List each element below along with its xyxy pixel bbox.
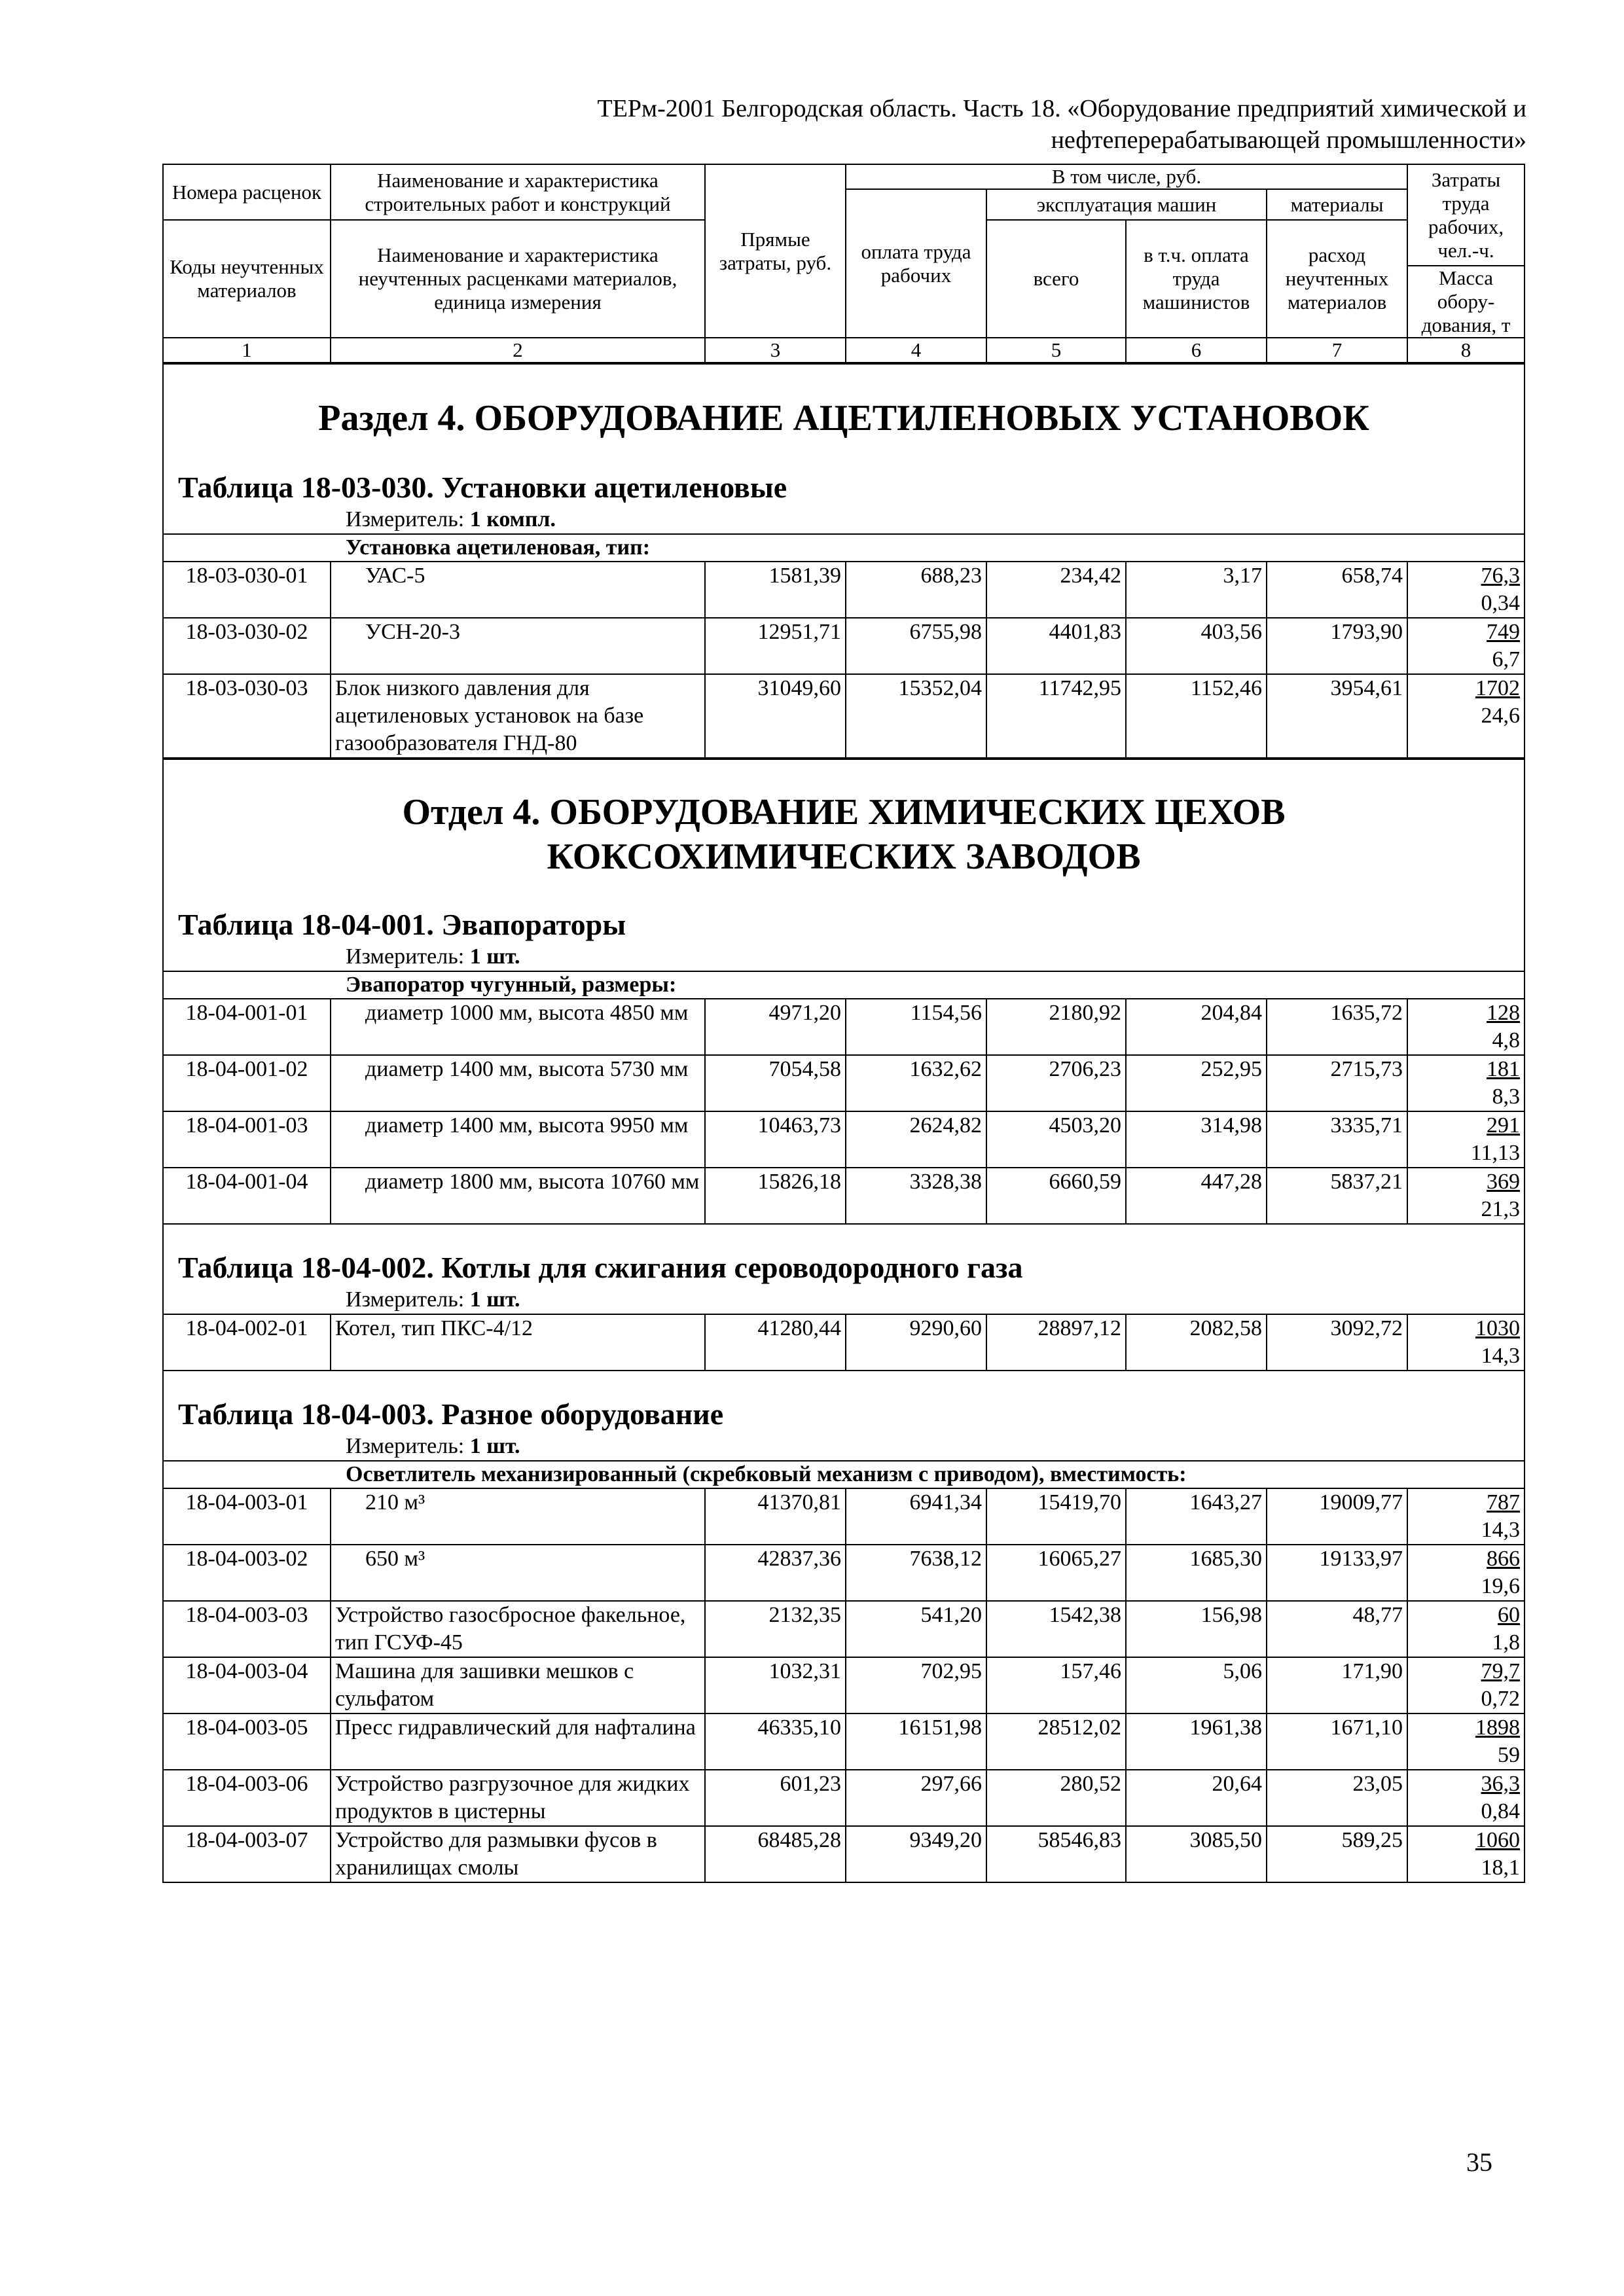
rate-name: диаметр 1400 мм, высота 5730 мм: [331, 1055, 705, 1111]
section-row: [163, 364, 1525, 467]
column-numbers-row: [163, 338, 1525, 363]
value-v4: 9290,60: [846, 1314, 986, 1371]
rate-name: Устройство для размывки фусов в хранилищах смолы: [331, 1826, 705, 1882]
table-row: [163, 674, 1525, 758]
table-title-row: [163, 1225, 1525, 1314]
table-title: Таблица 18-04-001. Эвапораторы: [178, 908, 626, 941]
value-v7: 1635,72: [1267, 999, 1407, 1055]
labor-cost: 76,3: [1481, 564, 1521, 588]
rate-name: 650 м³: [331, 1545, 705, 1601]
rate-name: Устройство разгрузочное для жидких продуктов в цистерны: [331, 1770, 705, 1826]
value-v3: 46335,10: [705, 1713, 846, 1770]
included-header: В том числе, руб.: [846, 164, 1407, 189]
rate-name: УСН-20-3: [331, 618, 705, 674]
measure-line: [164, 1433, 1524, 1460]
labor-cost: 291: [1487, 1113, 1521, 1138]
equipment-mass: 59: [1498, 1743, 1521, 1767]
col5-header: всего: [986, 220, 1126, 338]
labor-mass-cell: [1407, 1168, 1525, 1224]
rate-code: 18-04-001-02: [163, 1055, 331, 1111]
value-v5: 2706,23: [986, 1055, 1126, 1111]
value-v3: 2132,35: [705, 1601, 846, 1657]
value-v5: 15419,70: [986, 1488, 1126, 1545]
measure-line: [164, 1286, 1524, 1314]
labor-cost: 866: [1487, 1547, 1521, 1571]
value-v3: 41280,44: [705, 1314, 846, 1371]
value-v6: 3,17: [1126, 562, 1267, 618]
value-v6: 1961,38: [1126, 1713, 1267, 1770]
value-v6: 1643,27: [1126, 1488, 1267, 1545]
labor-mass-cell: [1407, 999, 1525, 1055]
equipment-mass: 8,3: [1492, 1085, 1521, 1109]
rate-code: 18-03-030-02: [163, 618, 331, 674]
table-row: [163, 562, 1525, 618]
value-v7: 171,90: [1267, 1657, 1407, 1713]
rate-code: 18-04-003-07: [163, 1826, 331, 1882]
value-v7: 3954,61: [1267, 674, 1407, 758]
labor-mass-cell: [1407, 618, 1525, 674]
rate-name: Блок низкого давления для ацетиленовых установок на базе газообразователя ГНД-80: [331, 674, 705, 758]
column-number: 1: [163, 338, 331, 363]
section-title: Раздел 4. ОБОРУДОВАНИЕ АЦЕТИЛЕНОВЫХ УСТАНОВОК: [318, 398, 1369, 439]
value-v6: 156,98: [1126, 1601, 1267, 1657]
value-v6: 1685,30: [1126, 1545, 1267, 1601]
table-row: [163, 618, 1525, 674]
labor-mass-cell: [1407, 562, 1525, 618]
materials-header: материалы: [1267, 189, 1407, 220]
value-v3: 10463,73: [705, 1111, 846, 1168]
equipment-mass: 6,7: [1492, 647, 1521, 672]
rate-code: 18-04-003-04: [163, 1657, 331, 1713]
value-v4: 2624,82: [846, 1111, 986, 1168]
value-v5: 28512,02: [986, 1713, 1126, 1770]
value-v5: 11742,95: [986, 674, 1126, 758]
value-v4: 541,20: [846, 1601, 986, 1657]
col2-top-header: Наименование и характеристика строительных работ и конструкций: [331, 164, 705, 220]
value-v7: 3335,71: [1267, 1111, 1407, 1168]
table-row: [163, 1314, 1525, 1371]
rate-name: Устройство газосбросное факельное, тип ГСУФ-45: [331, 1601, 705, 1657]
labor-cost: 1898: [1475, 1715, 1521, 1740]
value-v6: 5,06: [1126, 1657, 1267, 1713]
rate-code: 18-04-001-01: [163, 999, 331, 1055]
group-label: Установка ацетиленовая, тип:: [163, 534, 1525, 562]
equipment-mass: 19,6: [1481, 1574, 1521, 1598]
col4-header: оплата труда рабочих: [846, 189, 986, 338]
value-v5: 280,52: [986, 1770, 1126, 1826]
table-row: [163, 1488, 1525, 1545]
labor-mass-cell: [1407, 1713, 1525, 1770]
labor-cost: 1702: [1475, 676, 1521, 700]
rate-code: 18-03-030-01: [163, 562, 331, 618]
value-v3: 68485,28: [705, 1826, 846, 1882]
table-row: [163, 1055, 1525, 1111]
col1-top-header: Номера расценок: [163, 164, 331, 220]
value-v3: 41370,81: [705, 1488, 846, 1545]
group-row: [163, 534, 1525, 562]
section-row: [163, 759, 1525, 904]
value-v6: 447,28: [1126, 1168, 1267, 1224]
labor-mass-cell: [1407, 674, 1525, 758]
value-v5: 58546,83: [986, 1826, 1126, 1882]
labor-cost: 181: [1487, 1057, 1521, 1081]
value-v5: 28897,12: [986, 1314, 1126, 1371]
rate-name: Котел, тип ПКС-4/12: [331, 1314, 705, 1371]
table-row: [163, 1168, 1525, 1224]
equipment-mass: 0,34: [1481, 591, 1521, 615]
value-v3: 31049,60: [705, 674, 846, 758]
table-title-row: [163, 904, 1525, 971]
value-v3: 4971,20: [705, 999, 846, 1055]
value-v6: 252,95: [1126, 1055, 1267, 1111]
value-v5: 2180,92: [986, 999, 1126, 1055]
group-row: [163, 1461, 1525, 1488]
value-v3: 42837,36: [705, 1545, 846, 1601]
value-v4: 15352,04: [846, 674, 986, 758]
value-v5: 16065,27: [986, 1545, 1126, 1601]
labor-mass-cell: [1407, 1657, 1525, 1713]
labor-cost: 369: [1487, 1170, 1521, 1194]
rate-name: Машина для зашивки мешков с сульфатом: [331, 1657, 705, 1713]
table-row: [163, 1657, 1525, 1713]
labor-cost: 787: [1487, 1490, 1521, 1515]
col1-bottom-header: Коды неучтенных материалов: [163, 220, 331, 338]
value-v7: 658,74: [1267, 562, 1407, 618]
measure-label: Измеритель:: [346, 944, 465, 969]
rate-code: 18-04-003-01: [163, 1488, 331, 1545]
measure-label: Измеритель:: [346, 1287, 465, 1312]
labor-mass-cell: [1407, 1488, 1525, 1545]
value-v6: 1152,46: [1126, 674, 1267, 758]
value-v7: 48,77: [1267, 1601, 1407, 1657]
value-v6: 2082,58: [1126, 1314, 1267, 1371]
value-v5: 4401,83: [986, 618, 1126, 674]
value-v3: 12951,71: [705, 618, 846, 674]
value-v5: 234,42: [986, 562, 1126, 618]
labor-cost: 749: [1487, 620, 1521, 644]
equipment-mass: 0,84: [1481, 1799, 1521, 1823]
running-header-line1: ТЕРм-2001 Белгородская область. Часть 18. «Оборудование предприятий химической и: [597, 95, 1526, 122]
rate-name: диаметр 1800 мм, высота 10760 мм: [331, 1168, 705, 1224]
equipment-mass: 1,8: [1492, 1630, 1521, 1655]
equipment-mass: 11,13: [1470, 1141, 1521, 1165]
value-v7: 19133,97: [1267, 1545, 1407, 1601]
value-v3: 1032,31: [705, 1657, 846, 1713]
value-v3: 7054,58: [705, 1055, 846, 1111]
value-v6: 204,84: [1126, 999, 1267, 1055]
value-v4: 1632,62: [846, 1055, 986, 1111]
equipment-mass: 4,8: [1492, 1028, 1521, 1052]
labor-cost: 128: [1487, 1001, 1521, 1025]
rate-name: диаметр 1400 мм, высота 9950 мм: [331, 1111, 705, 1168]
value-v3: 1581,39: [705, 562, 846, 618]
rate-code: 18-04-003-03: [163, 1601, 331, 1657]
col8-bottom-header: Масса обору-дования, т: [1407, 266, 1525, 338]
table-header: [162, 164, 1525, 363]
labor-cost: 1060: [1475, 1828, 1521, 1852]
value-v4: 702,95: [846, 1657, 986, 1713]
labor-cost: 1030: [1475, 1316, 1521, 1340]
col8-top-header: Затраты труда рабочих, чел.-ч.: [1407, 164, 1525, 266]
price-table: [162, 164, 1524, 1883]
group-label: Осветлитель механизированный (скребковый механизм с приводом), вместимость:: [163, 1461, 1525, 1488]
value-v6: 20,64: [1126, 1770, 1267, 1826]
running-header: [458, 93, 1526, 156]
table-title: Таблица 18-04-003. Разное оборудование: [178, 1397, 724, 1431]
table-title: Таблица 18-03-030. Установки ацетиленовые: [178, 471, 787, 504]
col3-header: Прямые затраты, руб.: [705, 164, 846, 338]
rate-name: диаметр 1000 мм, высота 4850 мм: [331, 999, 705, 1055]
col2-bottom-header: Наименование и характеристика неучтенных расценками материалов, единица измерения: [331, 220, 705, 338]
rate-code: 18-04-003-06: [163, 1770, 331, 1826]
rate-code: 18-04-001-04: [163, 1168, 331, 1224]
equipment-mass: 21,3: [1481, 1197, 1521, 1221]
value-v4: 297,66: [846, 1770, 986, 1826]
group-row: [163, 971, 1525, 999]
labor-cost: 36,3: [1481, 1772, 1521, 1796]
value-v7: 589,25: [1267, 1826, 1407, 1882]
table-row: [163, 1770, 1525, 1826]
rate-code: 18-03-030-03: [163, 674, 331, 758]
column-number: 2: [331, 338, 705, 363]
labor-mass-cell: [1407, 1826, 1525, 1882]
column-number: 8: [1407, 338, 1525, 363]
table-row: [163, 1545, 1525, 1601]
table-row: [163, 999, 1525, 1055]
equipment-mass: 0,72: [1481, 1687, 1521, 1711]
value-v6: 3085,50: [1126, 1826, 1267, 1882]
value-v6: 403,56: [1126, 618, 1267, 674]
section-title: Отдел 4. ОБОРУДОВАНИЕ ХИМИЧЕСКИХ ЦЕХОВ КОКСОХИМИЧЕСКИХ ЗАВОДОВ: [402, 792, 1286, 877]
labor-cost: 79,7: [1481, 1659, 1521, 1683]
measure-label: Измеритель:: [346, 1434, 465, 1458]
value-v4: 16151,98: [846, 1713, 986, 1770]
labor-mass-cell: [1407, 1314, 1525, 1371]
column-number: 4: [846, 338, 986, 363]
rate-code: 18-04-002-01: [163, 1314, 331, 1371]
labor-mass-cell: [1407, 1770, 1525, 1826]
rate-name: УАС-5: [331, 562, 705, 618]
measure-label: Измеритель:: [346, 507, 465, 531]
value-v7: 1793,90: [1267, 618, 1407, 674]
value-v5: 157,46: [986, 1657, 1126, 1713]
col6-header: в т.ч. оплата труда машинистов: [1126, 220, 1267, 338]
column-number: 5: [986, 338, 1126, 363]
value-v7: 19009,77: [1267, 1488, 1407, 1545]
value-v5: 4503,20: [986, 1111, 1126, 1168]
value-v7: 23,05: [1267, 1770, 1407, 1826]
measure-line: [164, 943, 1524, 971]
table-title: Таблица 18-04-002. Котлы для сжигания сероводородного газа: [178, 1251, 1023, 1284]
labor-mass-cell: [1407, 1111, 1525, 1168]
value-v7: 2715,73: [1267, 1055, 1407, 1111]
table-row: [163, 1601, 1525, 1657]
rate-code: 18-04-003-05: [163, 1713, 331, 1770]
table-row: [163, 1111, 1525, 1168]
column-number: 3: [705, 338, 846, 363]
equipment-mass: 24,6: [1481, 704, 1521, 728]
equipment-mass: 14,3: [1481, 1518, 1521, 1542]
rate-code: 18-04-001-03: [163, 1111, 331, 1168]
value-v7: 3092,72: [1267, 1314, 1407, 1371]
value-v7: 5837,21: [1267, 1168, 1407, 1224]
labor-mass-cell: [1407, 1545, 1525, 1601]
value-v5: 6660,59: [986, 1168, 1126, 1224]
labor-mass-cell: [1407, 1055, 1525, 1111]
rate-name: 210 м³: [331, 1488, 705, 1545]
measure-value: 1 шт.: [469, 944, 520, 969]
table-title-row: [163, 467, 1525, 534]
page-number: 35: [1466, 2147, 1492, 2177]
value-v4: 7638,12: [846, 1545, 986, 1601]
column-number: 6: [1126, 338, 1267, 363]
measure-value: 1 шт.: [469, 1287, 520, 1312]
labor-mass-cell: [1407, 1601, 1525, 1657]
rate-code: 18-04-003-02: [163, 1545, 331, 1601]
col7-header: расход неучтенных материалов: [1267, 220, 1407, 338]
value-v3: 15826,18: [705, 1168, 846, 1224]
value-v4: 6941,34: [846, 1488, 986, 1545]
measure-value: 1 компл.: [469, 507, 556, 531]
rate-name: Пресс гидравлический для нафталина: [331, 1713, 705, 1770]
value-v4: 9349,20: [846, 1826, 986, 1882]
value-v3: 601,23: [705, 1770, 846, 1826]
value-v7: 1671,10: [1267, 1713, 1407, 1770]
value-v4: 6755,98: [846, 618, 986, 674]
running-header-line2: нефтеперерабатывающей промышленности»: [1051, 126, 1526, 154]
column-number: 7: [1267, 338, 1407, 363]
value-v4: 3328,38: [846, 1168, 986, 1224]
value-v6: 314,98: [1126, 1111, 1267, 1168]
equipment-mass: 18,1: [1481, 1856, 1521, 1880]
value-v4: 1154,56: [846, 999, 986, 1055]
value-v5: 1542,38: [986, 1601, 1126, 1657]
equipment-mass: 14,3: [1481, 1344, 1521, 1368]
group-label: Эвапоратор чугунный, размеры:: [163, 971, 1525, 999]
table-row: [163, 1826, 1525, 1882]
table-row: [163, 1713, 1525, 1770]
table-title-row: [163, 1371, 1525, 1461]
measure-value: 1 шт.: [469, 1434, 520, 1458]
labor-cost: 60: [1498, 1603, 1521, 1627]
value-v4: 688,23: [846, 562, 986, 618]
table-body: [162, 363, 1525, 1883]
measure-line: [164, 506, 1524, 533]
machines-header: эксплуатация машин: [986, 189, 1267, 220]
